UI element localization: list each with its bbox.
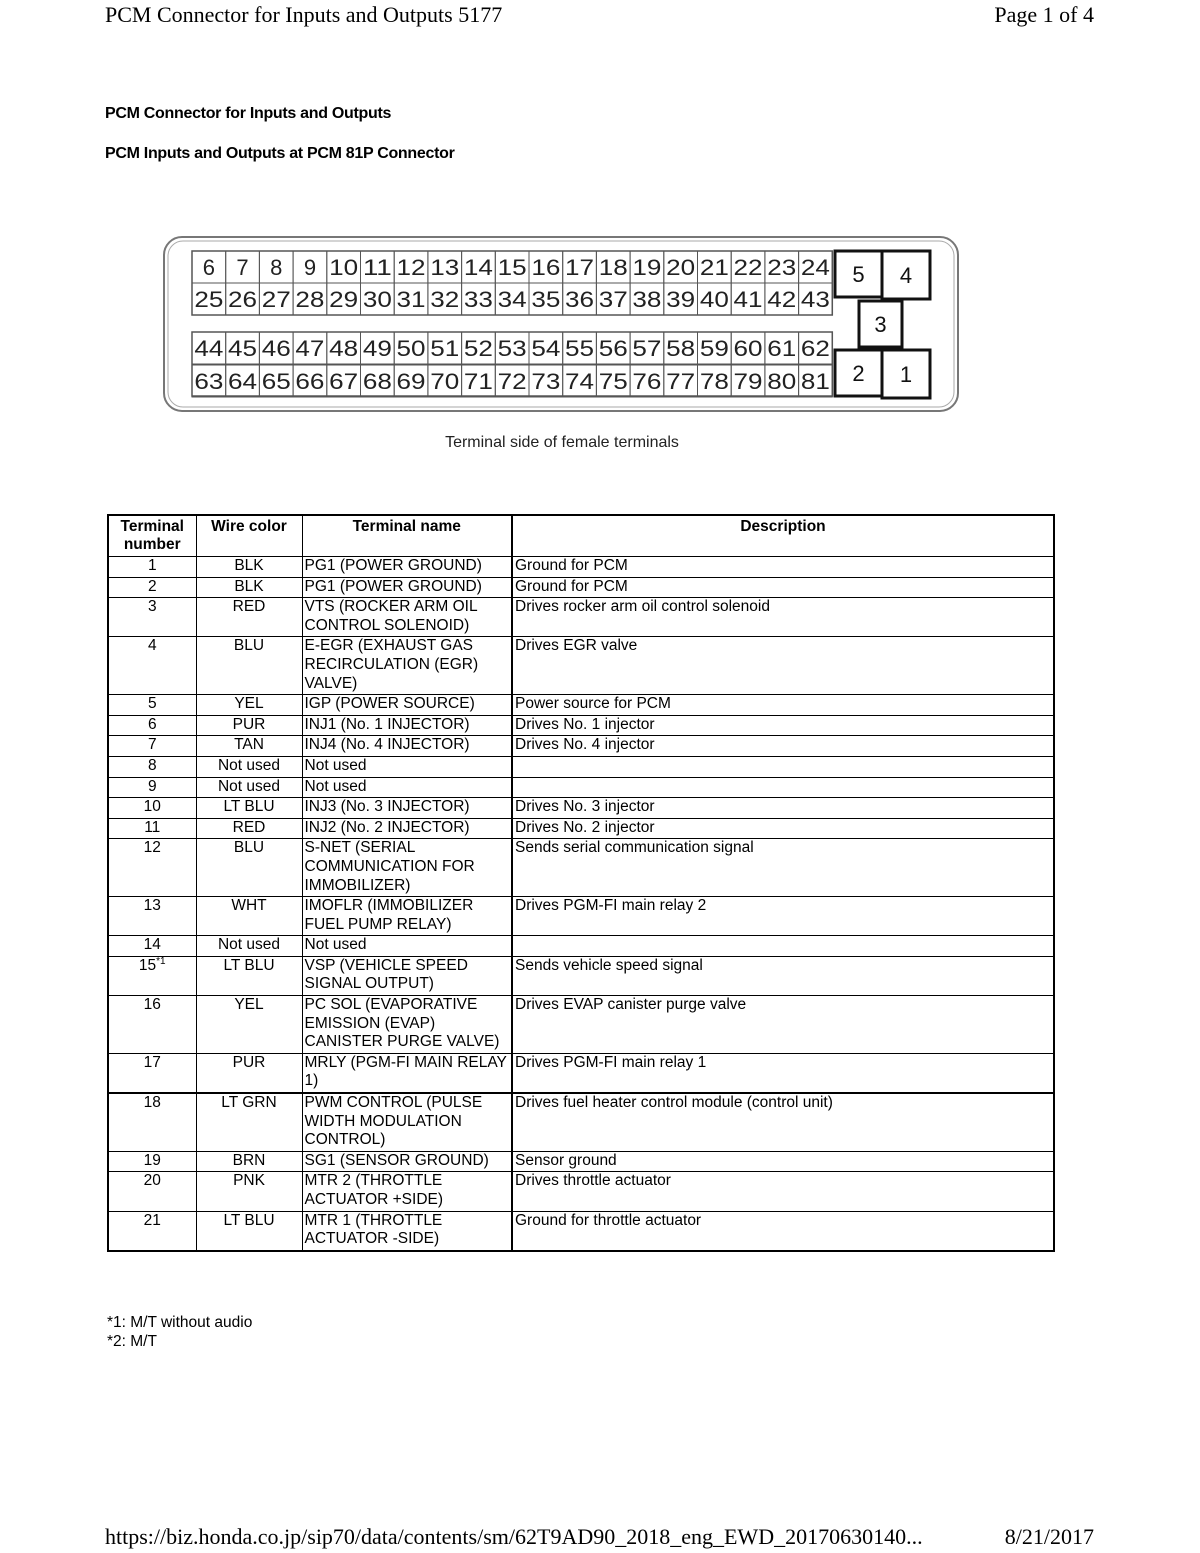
pin-number: 54 <box>531 336 561 361</box>
terminal-number-cell <box>108 598 196 637</box>
description-text: Drives No. 3 injector <box>515 798 655 816</box>
connector-caption: Terminal side of female terminals <box>445 434 679 451</box>
pin-number: 8 <box>270 255 283 280</box>
description-cell <box>512 1053 1054 1093</box>
terminal-number-text: 13 <box>143 897 161 915</box>
terminal-name-cell <box>302 897 512 936</box>
pin-number: 67 <box>329 369 359 394</box>
power-terminal-number: 2 <box>852 361 865 386</box>
terminal-number-cell <box>108 839 196 897</box>
pin-number: 25 <box>194 287 224 312</box>
terminal-name-cell <box>302 715 512 736</box>
power-terminal-number: 3 <box>874 312 887 337</box>
pin-number: 49 <box>362 336 392 361</box>
table-row <box>108 839 1054 897</box>
wire-color-text: RED <box>232 818 266 836</box>
description-text: Sends serial communication signal <box>515 839 754 857</box>
terminal-name-cell <box>302 936 512 957</box>
pin-number: 36 <box>565 287 595 312</box>
wire-color-cell <box>196 956 302 995</box>
wire-color-cell <box>196 736 302 757</box>
footer-date: 8/21/2017 <box>1004 1524 1094 1549</box>
terminal-name-text: Not used <box>304 777 367 795</box>
pin-number: 28 <box>295 287 325 312</box>
terminal-number-text: 3 <box>147 598 157 616</box>
pin-number: 46 <box>261 336 291 361</box>
pin-number: 22 <box>733 255 763 280</box>
table-row <box>108 936 1054 957</box>
table-row <box>108 1053 1054 1093</box>
description-cell <box>512 577 1054 598</box>
terminal-number-cell <box>108 777 196 798</box>
terminal-name-cell <box>302 695 512 716</box>
pin-number: 62 <box>800 336 830 361</box>
table-row <box>108 897 1054 936</box>
description-cell <box>512 936 1054 957</box>
pin-number: 19 <box>632 255 662 280</box>
pin-number: 18 <box>598 255 628 280</box>
description-cell <box>512 1151 1054 1172</box>
wire-color-cell <box>196 715 302 736</box>
description-text: Sends vehicle speed signal <box>515 956 703 974</box>
pin-number: 38 <box>632 287 662 312</box>
pin-number: 41 <box>733 287 763 312</box>
terminal-number-text: 12 <box>143 839 161 857</box>
description-cell <box>512 756 1054 777</box>
description-cell <box>512 777 1054 798</box>
footnote-marker: *1 <box>156 955 166 967</box>
terminal-name-cell <box>302 777 512 798</box>
terminal-number-cell <box>108 1151 196 1172</box>
table-row <box>108 996 1054 1054</box>
terminal-number-cell <box>108 1053 196 1093</box>
terminal-number-text: 20 <box>143 1172 161 1190</box>
terminal-number-text: 11 <box>144 818 161 836</box>
pin-number: 71 <box>463 369 493 394</box>
section-title: PCM Connector for Inputs and Outputs <box>105 105 392 122</box>
terminal-number-cell <box>108 1172 196 1211</box>
description-cell <box>512 557 1054 578</box>
pin-number: 52 <box>463 336 493 361</box>
pin-number: 48 <box>329 336 359 361</box>
description-cell <box>512 897 1054 936</box>
wire-color-text: LT GRN <box>221 1094 277 1112</box>
description-cell <box>512 956 1054 995</box>
pin-number: 21 <box>699 255 729 280</box>
pin-number: 35 <box>531 287 561 312</box>
table-row <box>108 598 1054 637</box>
pin-number: 24 <box>800 255 830 280</box>
pin-number: 76 <box>632 369 662 394</box>
terminal-name-text: E-EGR (EXHAUST GAS RECIRCULATION (EGR) VALVE) <box>304 637 479 692</box>
terminal-name-text: MRLY (PGM-FI MAIN RELAY 1) <box>304 1053 507 1090</box>
pin-number: 77 <box>666 369 696 394</box>
description-cell <box>512 637 1054 695</box>
wire-color-cell <box>196 1093 302 1151</box>
wire-color-cell <box>196 577 302 598</box>
terminal-name-text: PC SOL (EVAPORATIVE EMISSION (EVAP) CANISTER PURGE VALVE) <box>304 996 500 1051</box>
terminal-number-text: 14 <box>143 936 161 954</box>
wire-color-cell <box>196 598 302 637</box>
pin-number: 42 <box>767 287 797 312</box>
section-subtitle: PCM Inputs and Outputs at PCM 81P Connector <box>105 145 455 162</box>
pin-number: 43 <box>800 287 830 312</box>
terminal-name-text: MTR 2 (THROTTLE ACTUATOR +SIDE) <box>304 1172 444 1208</box>
description-text: Ground for PCM <box>515 577 628 595</box>
wire-color-text: BLK <box>234 557 264 574</box>
table-row <box>108 715 1054 736</box>
description-cell <box>512 839 1054 897</box>
pin-number: 50 <box>396 336 426 361</box>
terminal-name-text: INJ4 (No. 4 INJECTOR) <box>304 736 470 754</box>
table-row <box>108 798 1054 819</box>
terminal-name-cell <box>302 1053 512 1093</box>
pin-number: 80 <box>767 369 797 394</box>
terminal-number-text: 2 <box>147 577 157 595</box>
wire-color-cell <box>196 798 302 819</box>
terminal-name-cell <box>302 839 512 897</box>
wire-color-cell <box>196 839 302 897</box>
terminal-number-cell <box>108 956 196 995</box>
pin-number: 12 <box>396 255 426 280</box>
wire-color-cell <box>196 777 302 798</box>
table-row <box>108 1211 1054 1251</box>
wire-color-text: Not used <box>217 756 281 774</box>
terminal-number-cell <box>108 695 196 716</box>
table-row <box>108 756 1054 777</box>
footnote: *1: M/T without audio <box>107 1314 253 1331</box>
pin-number: 7 <box>236 255 249 280</box>
terminal-name-text: PWM CONTROL (PULSE WIDTH MODULATION CONTROL) <box>304 1094 483 1149</box>
pin-number: 47 <box>295 336 325 361</box>
pin-number: 44 <box>194 336 224 361</box>
terminal-number-text: 1 <box>147 557 157 574</box>
pin-number: 39 <box>666 287 696 312</box>
wire-color-text: BLU <box>233 839 265 857</box>
wire-color-cell <box>196 695 302 716</box>
pin-number: 45 <box>228 336 258 361</box>
wire-color-text: BLU <box>233 637 265 655</box>
footnote: *2: M/T <box>107 1333 157 1350</box>
wire-color-text: TAN <box>234 736 264 754</box>
table-row <box>108 695 1054 716</box>
wire-color-text: Not used <box>217 777 281 795</box>
terminal-number-text: 7 <box>147 736 157 754</box>
description-text: Drives PGM-FI main relay 1 <box>515 1053 707 1071</box>
description-cell <box>512 818 1054 839</box>
description-text: Drives throttle actuator <box>515 1172 671 1190</box>
pin-number: 70 <box>430 369 460 394</box>
description-cell <box>512 736 1054 757</box>
wire-color-text: PUR <box>232 1053 266 1071</box>
terminal-name-cell <box>302 637 512 695</box>
terminal-number-text: 5 <box>147 695 157 713</box>
terminal-name-cell <box>302 1151 512 1172</box>
terminal-name-text: INJ3 (No. 3 INJECTOR) <box>304 798 470 816</box>
terminal-name-text: Not used <box>304 756 367 774</box>
pin-number: 68 <box>362 369 392 394</box>
terminal-name-cell <box>302 1172 512 1211</box>
terminal-name-cell <box>302 996 512 1054</box>
description-text: Power source for PCM <box>515 695 671 713</box>
wire-color-text: WHT <box>231 897 267 915</box>
terminal-name-text: Not used <box>304 936 367 954</box>
pin-number: 6 <box>202 255 215 280</box>
pin-number: 13 <box>430 255 460 280</box>
wire-color-cell <box>196 996 302 1054</box>
terminal-number-cell <box>108 818 196 839</box>
table-row <box>108 1151 1054 1172</box>
header-terminal-number: Terminal number <box>108 515 196 557</box>
power-terminal-number: 4 <box>899 263 913 288</box>
description-text: Drives No. 1 injector <box>515 715 655 733</box>
terminal-name-cell <box>302 818 512 839</box>
terminal-number-text: 6 <box>147 715 157 733</box>
description-cell <box>512 598 1054 637</box>
terminal-number-text: 16 <box>143 996 161 1014</box>
description-cell <box>512 996 1054 1054</box>
terminal-name-text: SG1 (SENSOR GROUND) <box>304 1151 489 1169</box>
terminal-name-text: IGP (POWER SOURCE) <box>304 695 475 713</box>
pin-number: 20 <box>666 255 696 280</box>
terminal-name-cell <box>302 557 512 578</box>
wire-color-cell <box>196 557 302 578</box>
terminal-number-cell <box>108 936 196 957</box>
table-row <box>108 818 1054 839</box>
terminal-name-cell <box>302 1211 512 1251</box>
header-wire-color: Wire color <box>196 515 302 557</box>
pin-number: 59 <box>699 336 729 361</box>
terminal-name-text: INJ1 (No. 1 INJECTOR) <box>304 715 470 733</box>
terminal-number-cell <box>108 577 196 598</box>
terminal-name-text: VTS (ROCKER ARM OIL CONTROL SOLENOID) <box>304 598 478 634</box>
terminal-number-text: 15 <box>138 956 157 974</box>
wire-color-text: LT BLU <box>223 798 275 816</box>
table-row <box>108 577 1054 598</box>
terminal-name-text: MTR 1 (THROTTLE ACTUATOR -SIDE) <box>304 1211 443 1248</box>
description-text: Drives PGM-FI main relay 2 <box>515 897 707 915</box>
pin-number: 33 <box>463 287 493 312</box>
table-row <box>108 557 1054 578</box>
description-cell <box>512 1093 1054 1151</box>
terminal-name-cell <box>302 736 512 757</box>
pin-number: 65 <box>261 369 291 394</box>
pin-number: 16 <box>531 255 561 280</box>
wire-color-cell <box>196 1053 302 1093</box>
description-text: Drives fuel heater control module (control unit) <box>515 1094 833 1112</box>
pin-number: 73 <box>531 369 561 394</box>
pin-number: 55 <box>565 336 595 361</box>
pin-number: 72 <box>497 369 527 394</box>
page-header-title: PCM Connector for Inputs and Outputs 5177 <box>105 2 503 27</box>
connector-diagram <box>162 234 960 414</box>
pin-number: 23 <box>767 255 797 280</box>
wire-color-text: BRN <box>232 1151 266 1169</box>
wire-color-cell <box>196 756 302 777</box>
table-row <box>108 1172 1054 1211</box>
terminal-number-cell <box>108 1093 196 1151</box>
terminal-number-cell <box>108 897 196 936</box>
terminal-name-text: VSP (VEHICLE SPEED SIGNAL OUTPUT) <box>304 956 468 993</box>
pin-number: 61 <box>767 336 797 361</box>
terminal-name-cell <box>302 1093 512 1151</box>
wire-color-text: Not used <box>217 936 281 954</box>
wire-color-cell <box>196 897 302 936</box>
page-number: Page 1 of 4 <box>994 2 1094 27</box>
terminal-name-text: INJ2 (No. 2 INJECTOR) <box>304 818 470 836</box>
wire-color-text: YEL <box>234 695 264 713</box>
terminal-number-text: 9 <box>147 777 157 795</box>
description-text: Drives EVAP canister purge valve <box>515 996 747 1014</box>
description-text: Ground for PCM <box>515 557 628 574</box>
terminal-name-text: IMOFLR (IMMOBILIZER FUEL PUMP RELAY) <box>304 897 474 933</box>
power-terminal-number: 1 <box>899 362 913 387</box>
pin-number: 56 <box>598 336 628 361</box>
description-text: Ground for throttle actuator <box>515 1211 702 1229</box>
terminal-number-cell <box>108 736 196 757</box>
terminal-number-cell <box>108 996 196 1054</box>
description-text: Drives No. 4 injector <box>515 736 655 754</box>
wire-color-text: PNK <box>233 1172 265 1190</box>
footer-url: https://biz.honda.co.jp/sip70/data/contents/sm/62T9AD90_2018_eng_EWD_20170630140... <box>105 1524 923 1549</box>
terminal-name-text: PG1 (POWER GROUND) <box>304 577 482 595</box>
description-text: Drives EGR valve <box>515 637 638 655</box>
description-cell <box>512 695 1054 716</box>
terminal-number-cell <box>108 756 196 777</box>
wire-color-text: YEL <box>234 996 264 1014</box>
pin-number: 26 <box>228 287 258 312</box>
pin-number: 9 <box>303 255 317 280</box>
table-row <box>108 1093 1054 1151</box>
description-text: Sensor ground <box>515 1151 617 1169</box>
footnotes <box>107 1313 252 1351</box>
table-row <box>108 637 1054 695</box>
pin-number: 81 <box>800 369 830 394</box>
pin-number: 14 <box>463 255 493 280</box>
description-cell <box>512 715 1054 736</box>
terminal-number-text: 10 <box>143 798 161 816</box>
pin-number: 64 <box>228 369 258 394</box>
pin-number: 75 <box>598 369 628 394</box>
table-row <box>108 777 1054 798</box>
power-terminal-number: 5 <box>852 262 865 287</box>
description-text: Drives No. 2 injector <box>515 818 655 836</box>
pin-number: 31 <box>396 287 426 312</box>
terminal-number-text: 19 <box>143 1151 161 1169</box>
terminal-name-cell <box>302 756 512 777</box>
pin-number: 11 <box>362 255 392 280</box>
table-header-row <box>108 515 1054 557</box>
pin-number: 37 <box>598 287 628 312</box>
description-text: Drives rocker arm oil control solenoid <box>515 598 770 616</box>
pin-number: 69 <box>396 369 426 394</box>
description-cell <box>512 798 1054 819</box>
wire-color-text: LT BLU <box>223 956 275 974</box>
wire-color-text: BLK <box>234 577 264 595</box>
header-description: Description <box>512 515 1054 557</box>
wire-color-cell <box>196 1172 302 1211</box>
wire-color-cell <box>196 637 302 695</box>
wire-color-cell <box>196 936 302 957</box>
pin-table <box>107 514 1055 1252</box>
pin-number: 74 <box>565 369 595 394</box>
pin-number: 53 <box>497 336 527 361</box>
pin-number: 66 <box>295 369 325 394</box>
pin-number: 30 <box>362 287 392 312</box>
pin-number: 51 <box>430 336 460 361</box>
terminal-name-cell <box>302 798 512 819</box>
wire-color-text: RED <box>232 598 266 616</box>
terminal-name-text: PG1 (POWER GROUND) <box>304 557 482 574</box>
terminal-number-text: 18 <box>143 1094 161 1112</box>
terminal-name-cell <box>302 577 512 598</box>
terminal-number-text: 8 <box>147 756 157 774</box>
wire-color-cell <box>196 818 302 839</box>
pin-number: 27 <box>261 287 291 312</box>
header-terminal-name: Terminal name <box>302 515 512 557</box>
wire-color-cell <box>196 1211 302 1251</box>
description-cell <box>512 1172 1054 1211</box>
terminal-name-text: S-NET (SERIAL COMMUNICATION FOR IMMOBILIZER) <box>304 839 475 894</box>
pin-number: 17 <box>565 255 595 280</box>
pin-number: 34 <box>497 287 527 312</box>
wire-color-cell <box>196 1151 302 1172</box>
wire-color-text: LT BLU <box>223 1211 275 1229</box>
terminal-number-cell <box>108 1211 196 1251</box>
description-cell <box>512 1211 1054 1251</box>
table-row <box>108 956 1054 995</box>
pin-number: 58 <box>666 336 696 361</box>
terminal-number-cell <box>108 557 196 578</box>
pin-number: 10 <box>329 255 359 280</box>
terminal-number-cell <box>108 637 196 695</box>
terminal-name-cell <box>302 956 512 995</box>
wire-color-text: PUR <box>232 715 266 733</box>
terminal-number-cell <box>108 798 196 819</box>
pin-number: 63 <box>194 369 224 394</box>
pin-number: 32 <box>430 287 460 312</box>
terminal-number-text: 4 <box>147 637 157 655</box>
pin-number: 57 <box>632 336 662 361</box>
terminal-number-text: 17 <box>143 1053 161 1071</box>
pin-number: 60 <box>733 336 763 361</box>
pin-number: 15 <box>497 255 527 280</box>
pin-number: 40 <box>699 287 729 312</box>
table-row <box>108 736 1054 757</box>
terminal-number-text: 21 <box>143 1211 161 1229</box>
pin-number: 29 <box>329 287 359 312</box>
pin-number: 78 <box>699 369 729 394</box>
terminal-number-cell <box>108 715 196 736</box>
pin-number: 79 <box>733 369 763 394</box>
terminal-name-cell <box>302 598 512 637</box>
